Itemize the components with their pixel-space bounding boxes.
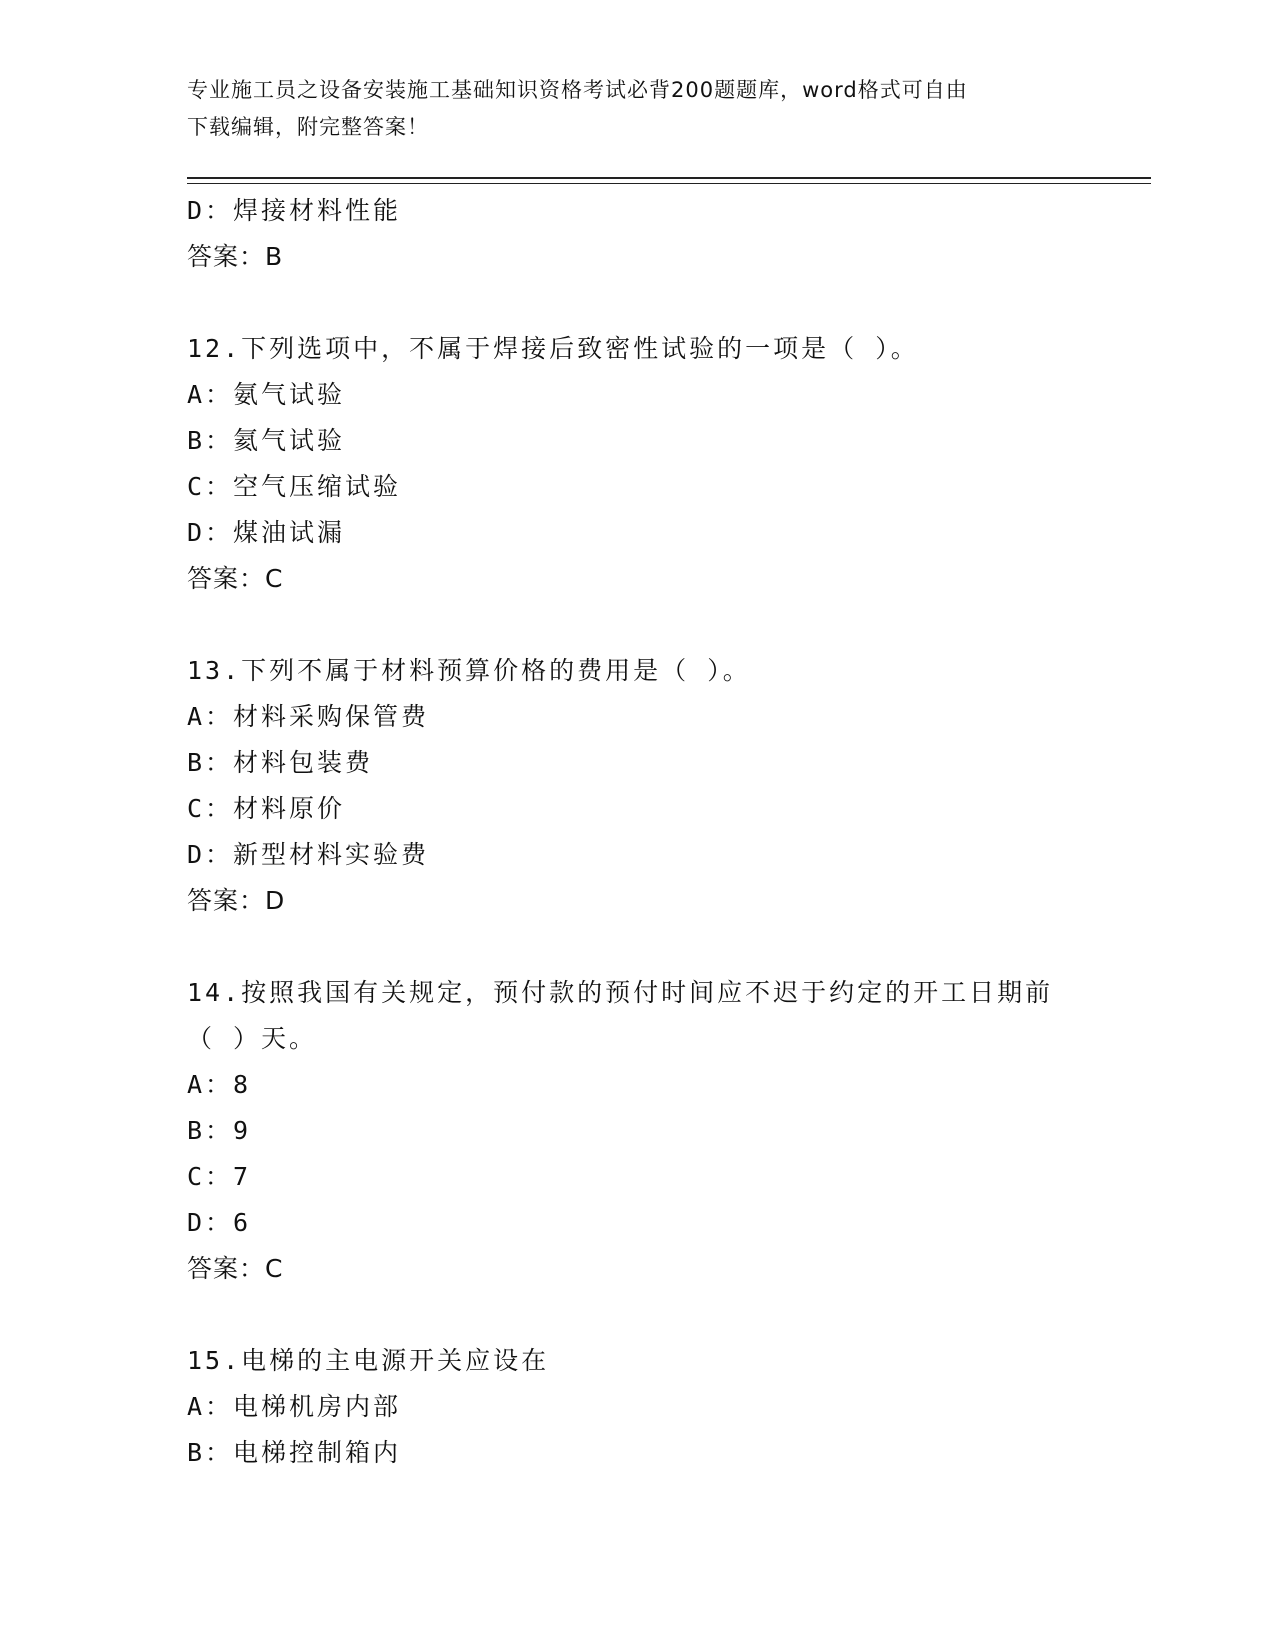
question-13-answer: 答案：D <box>187 886 286 915</box>
spacer <box>187 1292 1117 1338</box>
question-14-option-d: D：6 <box>187 1208 252 1237</box>
header-rule-thin <box>187 183 1151 184</box>
header-rule <box>187 177 1151 179</box>
question-12-answer: 答案：C <box>187 564 284 593</box>
question-14-option-b: B：9 <box>187 1116 252 1145</box>
question-12-option-b: B：氦气试验 <box>187 426 346 455</box>
question-14-option-c: C：7 <box>187 1162 252 1191</box>
spacer <box>187 924 1117 970</box>
question-12-option-a: A：氨气试验 <box>187 380 346 409</box>
question-15-stem: 15.电梯的主电源开关应设在 <box>187 1346 550 1375</box>
question-13-option-a: A：材料采购保管费 <box>187 702 430 731</box>
question-14-answer: 答案：C <box>187 1254 284 1283</box>
prev-answer: 答案：B <box>187 242 284 271</box>
question-list <box>187 188 1117 1476</box>
question-13-option-c: C：材料原价 <box>187 794 346 823</box>
question-13-stem: 13.下列不属于材料预算价格的费用是（ ）。 <box>187 656 751 685</box>
question-14-stem-line2: （ ）天。 <box>187 1024 318 1053</box>
question-14-stem-line1: 14.按照我国有关规定，预付款的预付时间应不迟于约定的开工日期前 <box>187 978 1054 1007</box>
question-12-stem: 12.下列选项中，不属于焊接后致密性试验的一项是（ ）。 <box>187 334 919 363</box>
spacer <box>187 280 1117 326</box>
question-15-option-a: A：电梯机房内部 <box>187 1392 402 1421</box>
question-13-option-b: B：材料包装费 <box>187 748 374 777</box>
question-12-option-d: D：煤油试漏 <box>187 518 346 547</box>
question-14-option-a: A：8 <box>187 1070 252 1099</box>
question-15-option-b: B：电梯控制箱内 <box>187 1438 402 1467</box>
spacer <box>187 602 1117 648</box>
document-header: 专业施工员之设备安装施工基础知识资格考试必背200题题库，word格式可自由 下载编辑，附完整答案！ <box>187 78 968 139</box>
question-12-option-c: C：空气压缩试验 <box>187 472 402 501</box>
question-13-option-d: D：新型材料实验费 <box>187 840 430 869</box>
prev-option-d: D：焊接材料性能 <box>187 196 402 225</box>
